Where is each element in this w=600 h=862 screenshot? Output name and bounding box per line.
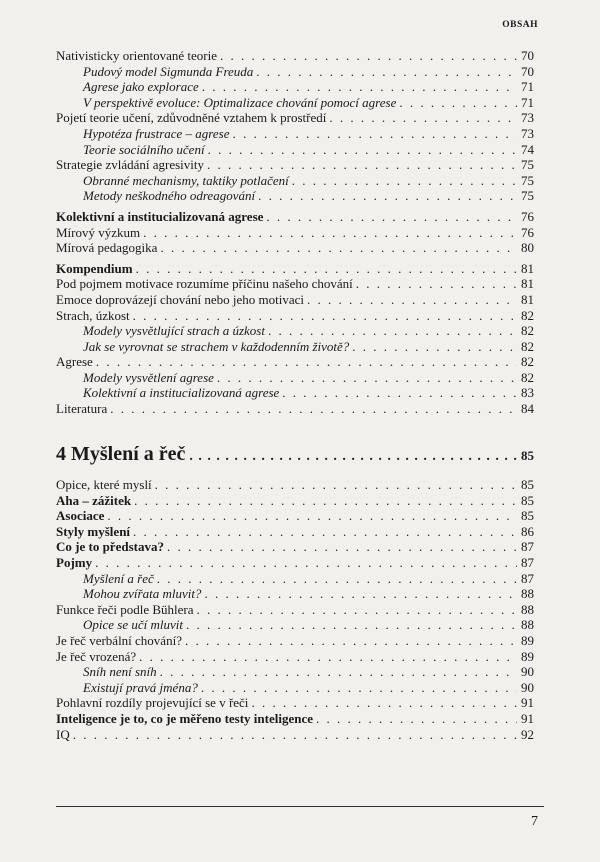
chapter-page: 85 <box>521 448 534 463</box>
toc-entry-page: 73 <box>521 110 534 126</box>
toc-entry-page: 73 <box>521 125 534 141</box>
footer-rule <box>56 806 544 807</box>
toc-entry-page: 81 <box>521 276 534 292</box>
leader-dots <box>185 633 517 649</box>
toc-entry-page: 80 <box>521 240 534 256</box>
toc-entry-page: 71 <box>521 79 534 95</box>
leader-dots <box>136 261 517 277</box>
toc-entry-page: 82 <box>521 369 534 385</box>
toc-entry-title: Pojmy <box>56 554 93 570</box>
toc-entry[interactable] <box>56 539 534 555</box>
toc-entry[interactable] <box>56 695 534 711</box>
toc-entry-page: 85 <box>521 508 534 524</box>
toc-entry-page: 75 <box>521 188 534 204</box>
toc-entry-title: Asociace <box>56 508 105 524</box>
toc-entry[interactable] <box>56 586 534 602</box>
leader-dots <box>232 126 517 142</box>
toc-entry[interactable] <box>56 617 534 633</box>
toc-entry[interactable] <box>56 680 534 696</box>
toc-entry-page: 70 <box>521 48 534 63</box>
toc-entry[interactable] <box>56 339 534 355</box>
toc-entry-title: Opice se učí mluvit <box>83 617 183 633</box>
toc-entry-title: Pod pojmem motivace rozumíme příčinu našeho chování <box>56 276 353 292</box>
toc-entry-page: 89 <box>521 648 534 664</box>
toc-entry-page: 87 <box>521 539 534 555</box>
toc-entry[interactable] <box>56 225 534 241</box>
chapter-heading-block <box>56 443 534 473</box>
leader-dots <box>143 225 517 241</box>
toc-entry-page: 91 <box>521 710 534 726</box>
toc-entry-page: 75 <box>521 172 534 188</box>
leader-dots <box>220 48 517 64</box>
leader-dots <box>134 493 517 509</box>
running-header: OBSAH <box>502 20 538 30</box>
leader-dots <box>307 292 517 308</box>
toc-entry-title: Strach, úzkost <box>56 307 130 323</box>
toc-entry-title: Teorie sociálního učení <box>83 141 205 157</box>
toc-entry[interactable] <box>56 209 534 225</box>
toc-entry-title: Inteligence je to, co je měřeno testy inteligence <box>56 710 314 726</box>
toc-entry-title: Co je to představa? <box>56 539 164 555</box>
toc-section-upper <box>56 48 534 417</box>
toc-entry-title: Agrese <box>56 354 93 370</box>
toc-entry-page: 88 <box>521 617 534 633</box>
leader-dots <box>133 308 517 324</box>
toc-entry-page: 91 <box>521 695 534 711</box>
toc-entry[interactable] <box>56 95 534 111</box>
leader-dots <box>186 617 517 633</box>
leader-dots <box>202 79 517 95</box>
toc-entry-title: Obranné mechanismy, taktiky potlačení <box>83 172 289 188</box>
leader-dots <box>73 727 517 743</box>
toc-entry-title: Je řeč vrozená? <box>56 648 137 664</box>
toc-entry[interactable] <box>56 385 534 401</box>
leader-dots <box>258 188 517 204</box>
toc-entry-page: 76 <box>521 224 534 240</box>
toc-entry-title: Emoce doprovázejí chování nebo jeho motivaci <box>56 291 304 307</box>
leader-dots <box>356 276 517 292</box>
toc-entry-title: Sníh není sníh <box>83 664 157 680</box>
toc-entry[interactable] <box>56 664 534 680</box>
leader-dots <box>208 142 517 158</box>
leader-dots <box>256 64 517 80</box>
toc-entry[interactable] <box>56 64 534 80</box>
toc-entry-title: Strategie zvládání agresivity <box>56 157 205 173</box>
toc-entry-page: 82 <box>521 354 534 370</box>
toc-entry-title: Kolektivní a institucializovaná agrese <box>83 385 280 401</box>
toc-entry-title: Funkce řeči podle Bühlera <box>56 601 194 617</box>
toc-entry[interactable] <box>56 370 534 386</box>
toc-section-lower <box>56 477 534 742</box>
chapter-heading[interactable] <box>56 443 534 473</box>
toc-entry-title: Nativisticky orientované teorie <box>56 48 218 63</box>
toc-entry[interactable] <box>56 602 534 618</box>
toc-entry-title: Styly myšlení <box>56 523 131 539</box>
toc-entry-page: 82 <box>521 323 534 339</box>
toc-entry-title: Opice, které myslí <box>56 477 152 492</box>
toc-entry[interactable] <box>56 477 534 493</box>
toc-entry-page: 75 <box>521 157 534 173</box>
leader-dots <box>201 680 517 696</box>
toc-entry-title: Mohou zvířata mluvit? <box>83 586 202 602</box>
leader-dots <box>167 539 517 555</box>
toc-entry-title: Aha – zážitek <box>56 492 132 508</box>
leader-dots <box>95 555 517 571</box>
toc-entry-title: Je řeč verbální chování? <box>56 632 182 648</box>
toc-entry-page: 86 <box>521 523 534 539</box>
leader-dots <box>266 209 517 225</box>
leader-dots <box>189 449 517 465</box>
toc-entry[interactable] <box>56 571 534 587</box>
toc-entry-title: Existují pravá jména? <box>83 679 198 695</box>
toc-entry-title: Agrese jako explorace <box>83 79 199 95</box>
toc-entry[interactable] <box>56 649 534 665</box>
leader-dots <box>133 524 517 540</box>
toc-entry-page: 90 <box>521 664 534 680</box>
toc-entry-page: 84 <box>521 401 534 417</box>
toc-entry[interactable] <box>56 633 534 649</box>
toc-entry-title: Kolektivní a institucializovaná agrese <box>56 208 264 224</box>
toc-entry-page: 90 <box>521 679 534 695</box>
toc-entry-page: 88 <box>521 586 534 602</box>
toc-entry-page: 81 <box>521 291 534 307</box>
toc-entry-title: Kompendium <box>56 260 133 276</box>
toc-entry[interactable] <box>56 308 534 324</box>
toc-entry[interactable] <box>56 188 534 204</box>
toc-entry-page: 82 <box>521 338 534 354</box>
leader-dots <box>251 695 517 711</box>
leader-dots <box>282 385 517 401</box>
toc-entry-page: 87 <box>521 570 534 586</box>
toc-entry-title: Pohlavní rozdíly projevující se v řeči <box>56 695 249 711</box>
toc-entry[interactable] <box>56 354 534 370</box>
leader-dots <box>217 370 517 386</box>
toc-entry-page: 85 <box>521 477 534 492</box>
toc-entry-page: 92 <box>521 726 534 742</box>
toc-entry[interactable] <box>56 401 534 417</box>
leader-dots <box>107 508 517 524</box>
toc-entry[interactable] <box>56 323 534 339</box>
leader-dots <box>268 323 517 339</box>
toc-entry[interactable] <box>56 727 534 743</box>
leader-dots <box>110 401 517 417</box>
toc-entry[interactable] <box>56 711 534 727</box>
leader-dots <box>316 711 517 727</box>
toc-entry-page: 71 <box>521 94 534 110</box>
toc-entry-title: Pudový model Sigmunda Freuda <box>83 63 254 79</box>
toc-entry-title: Metody neškodného odreagování <box>83 188 256 204</box>
leader-dots <box>160 240 517 256</box>
toc-entry-title: Hypotéza frustrace – agrese <box>83 125 230 141</box>
toc-entry[interactable] <box>56 261 534 277</box>
toc-entry-title: Modely vysvětlení agrese <box>83 369 214 385</box>
toc-entry[interactable] <box>56 292 534 308</box>
page-number: 7 <box>531 814 538 829</box>
toc-entry[interactable] <box>56 555 534 571</box>
leader-dots <box>197 602 517 618</box>
toc-entry-title: Modely vysvětlující strach a úzkost <box>83 323 265 339</box>
toc-entry[interactable] <box>56 240 534 256</box>
toc-entry-page: 70 <box>521 63 534 79</box>
toc-entry-title: V perspektivě evoluce: Optimalizace chování pomocí agrese <box>83 94 397 110</box>
toc-entry[interactable] <box>56 276 534 292</box>
toc-entry-title: IQ <box>56 726 70 742</box>
toc-entry[interactable] <box>56 79 534 95</box>
toc-entry[interactable] <box>56 142 534 158</box>
toc-entry[interactable] <box>56 110 534 126</box>
toc-entry-title: Pojetí teorie učení, zdůvodněné vztahem k prostředí <box>56 110 327 126</box>
leader-dots <box>204 586 517 602</box>
leader-dots <box>96 354 517 370</box>
toc-entry-page: 87 <box>521 554 534 570</box>
toc-entry-page: 85 <box>521 492 534 508</box>
toc-entry[interactable] <box>56 493 534 509</box>
toc-entry-page: 89 <box>521 632 534 648</box>
leader-dots <box>292 173 517 189</box>
toc-entry-page: 82 <box>521 307 534 323</box>
leader-dots <box>399 95 517 111</box>
leader-dots <box>160 664 517 680</box>
leader-dots <box>207 157 517 173</box>
toc-entry[interactable] <box>56 508 534 524</box>
leader-dots <box>155 477 517 493</box>
toc-entry-title: Jak se vyrovnat se strachem v každodenním životě? <box>83 338 350 354</box>
toc-entry-title: Myšlení a řeč <box>83 570 154 586</box>
toc-entry-title: Literatura <box>56 401 108 417</box>
toc-entry-title: Mírový výzkum <box>56 224 141 240</box>
toc-entry-page: 81 <box>521 260 534 276</box>
toc-entry[interactable] <box>56 524 534 540</box>
chapter-title: 4 Myšlení a řeč <box>56 443 186 465</box>
toc-entry-page: 83 <box>521 385 534 401</box>
toc-entry[interactable] <box>56 157 534 173</box>
toc-entry[interactable] <box>56 126 534 142</box>
toc-entry[interactable] <box>56 48 534 64</box>
leader-dots <box>352 339 517 355</box>
leader-dots <box>139 649 517 665</box>
toc-entry-page: 88 <box>521 601 534 617</box>
leader-dots <box>329 110 517 126</box>
toc-entry-page: 74 <box>521 141 534 157</box>
toc-entry[interactable] <box>56 173 534 189</box>
toc-entry-page: 76 <box>521 208 534 224</box>
leader-dots <box>157 571 517 587</box>
toc-entry-title: Mírová pedagogika <box>56 240 158 256</box>
